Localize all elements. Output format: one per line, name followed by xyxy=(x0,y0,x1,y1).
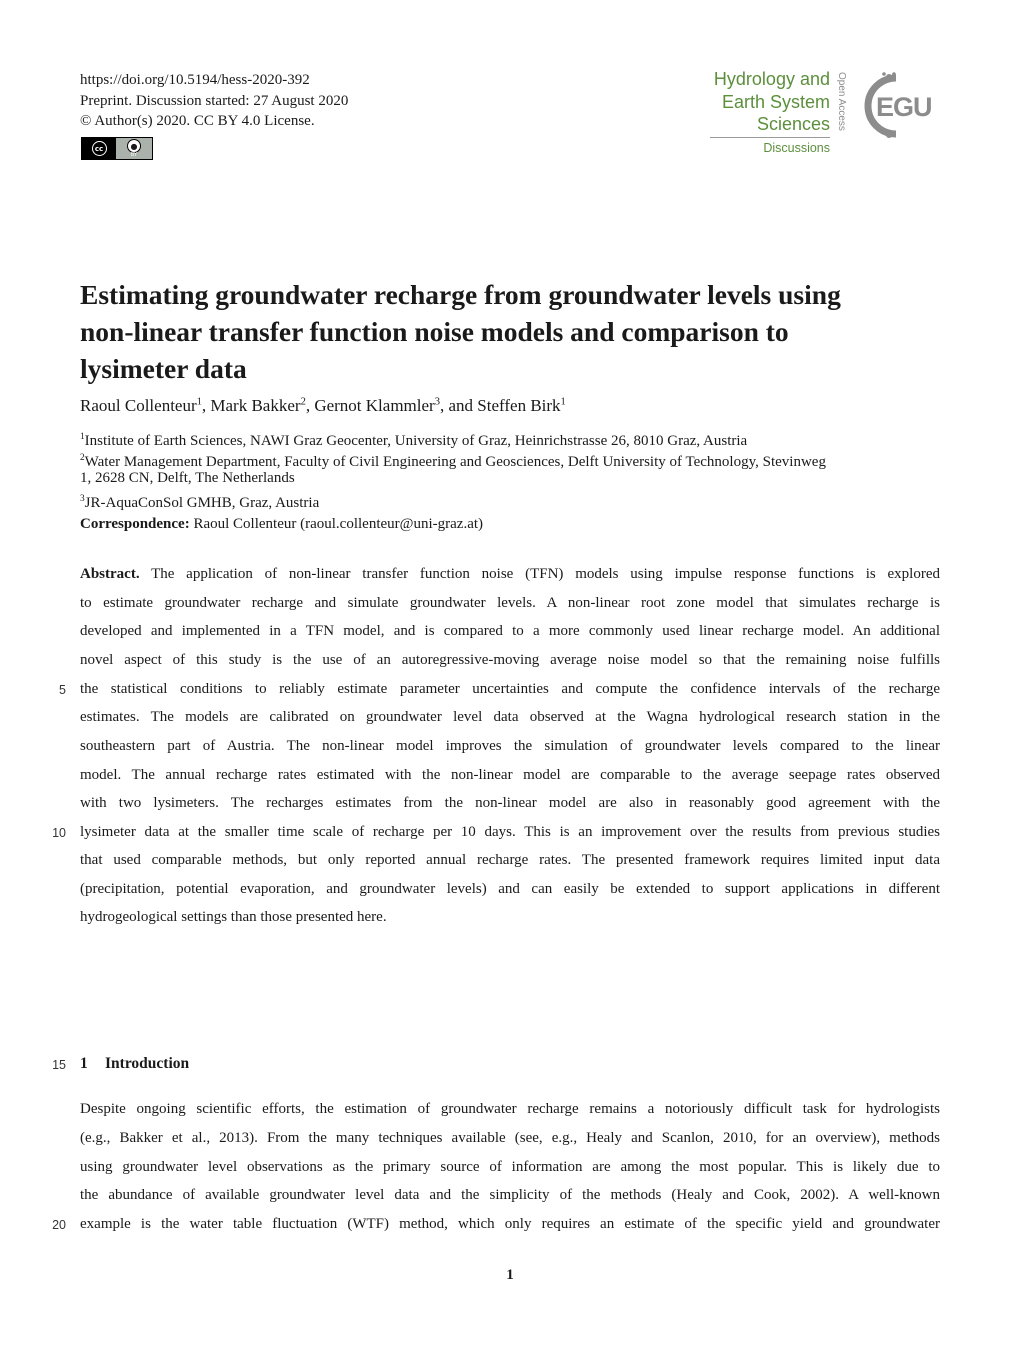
correspondence-contact[interactable]: Raoul Collenteur (raoul.collenteur@uni-graz.at) xyxy=(189,516,484,532)
author-name: , and Steffen Birk xyxy=(439,396,561,415)
affiliation-2-continued: 1, 2628 CN, Delft, The Netherlands xyxy=(80,470,295,486)
person-icon: ● xyxy=(127,139,141,153)
abstract-line: (precipitation, potential evaporation, and groundwater levels) and can easily be extended to support applications in different xyxy=(80,881,940,897)
abstract-line: novel aspect of this study is the use of an autoregressive-moving average noise model so that the remaining noise fulfills xyxy=(80,652,940,668)
intro-line: the abundance of available groundwater level data and the simplicity of the methods (Healy and Cook, 2002). A well-known xyxy=(80,1187,940,1203)
intro-line: example is the water table fluctuation (WTF) method, which only requires an estimate of the specific yield and groundwater xyxy=(80,1216,940,1232)
svg-text:Open Access: Open Access xyxy=(836,72,847,131)
abstract-line: the statistical conditions to reliably estimate parameter uncertainties and compute the confidence intervals of the recharge xyxy=(80,681,940,697)
correspondence xyxy=(80,516,483,533)
cc-icon: cc xyxy=(82,138,116,159)
svg-text:EGU: EGU xyxy=(876,92,932,122)
abstract-line: model. The annual recharge rates estimated with the non-linear model are comparable to the average seepage rates observed xyxy=(80,767,940,783)
journal-discussions-label: Discussions xyxy=(763,141,830,155)
author-name: , Mark Bakker xyxy=(201,396,301,415)
title-line: lysimeter data xyxy=(80,353,247,384)
title-line: non-linear transfer function noise models and comparison to xyxy=(80,316,789,347)
intro-line: (e.g., Bakker et al., 2013). From the many techniques available (see, e.g., Healy and Scanlon, 2010, for an overview), methods xyxy=(80,1130,940,1146)
section-number: 1 xyxy=(80,1055,88,1072)
title-line: Estimating groundwater recharge from groundwater levels using xyxy=(80,279,841,310)
abstract-line: lysimeter data at the smaller time scale of recharge per 10 days. This is an improvement over the results from previous studies xyxy=(80,824,940,840)
abstract-line: that used comparable methods, but only reported annual recharge rates. The presented framework requires limited input data xyxy=(80,852,940,868)
egu-logo xyxy=(856,72,942,140)
affiliation-marker: 1 xyxy=(196,396,202,408)
journal-line-3: Sciences xyxy=(756,114,830,134)
abstract-line: developed and implemented in a TFN model, and is compared to a more commonly used linear recharge model. An additional xyxy=(80,623,940,639)
line-number: 20 xyxy=(52,1218,66,1232)
line-number: 10 xyxy=(52,826,66,840)
preprint-metadata xyxy=(80,70,348,132)
correspondence-label: Correspondence: xyxy=(80,516,190,532)
journal-line-2: Earth System xyxy=(721,91,830,112)
intro-line: using groundwater level observations as the primary source of information are among the most popular. This is likely due to xyxy=(80,1159,940,1175)
affiliation-2: $^2$Water Management Department, Faculty of Civil Engineering and Geosciences, Delft University of Technology, Stevinweg xyxy=(80,453,826,470)
abstract-line: Abstract. The application of non-linear transfer function noise (TFN) models using impulse response functions is explored xyxy=(80,566,940,582)
author-name: Raoul Collenteur xyxy=(80,396,197,415)
abstract-line: to estimate groundwater recharge and simulate groundwater levels. A non-linear root zone model that simulates recharge is xyxy=(80,595,940,611)
line-number: 5 xyxy=(59,683,66,697)
abstract-line: estimates. The models are calibrated on groundwater level data observed at the Wagna hydrological research station in the xyxy=(80,709,940,725)
page-number: 1 xyxy=(506,1267,514,1283)
affiliation-marker: 2 xyxy=(300,396,306,408)
line-number: 15 xyxy=(52,1058,66,1072)
affiliation-marker: 1 xyxy=(560,396,566,408)
paper-title xyxy=(80,276,950,387)
intro-line: Despite ongoing scientific efforts, the estimation of groundwater recharge remains a notoriously difficult task for hydrologists xyxy=(80,1101,940,1117)
abstract-line: southeastern part of Austria. The non-linear model improves the simulation of groundwater levels compared to the linear xyxy=(80,738,940,754)
affiliation-1: $^1$Institute of Earth Sciences, NAWI Graz Geocenter, University of Graz, Heinrichstrasse 26, 8010 Graz, Austria xyxy=(80,432,748,449)
abstract-line: with two lysimeters. The recharges estimates from the non-linear model are also in reasonably good agreement with the xyxy=(80,795,940,811)
open-access-label xyxy=(835,70,853,140)
abstract-label: Abstract. xyxy=(80,566,140,582)
affiliation-marker: 3 xyxy=(434,396,440,408)
preprint-date: Preprint. Discussion started: 27 August 2020 xyxy=(80,92,349,109)
section-heading xyxy=(80,1055,189,1073)
author-name: , Gernot Klammler xyxy=(305,396,435,415)
abstract-line: hydrogeological settings than those presented here. xyxy=(80,909,387,925)
journal-divider xyxy=(710,137,830,138)
doi-link[interactable]: https://doi.org/10.5194/hess-2020-392 xyxy=(80,72,310,88)
author-list xyxy=(80,396,566,416)
section-title: Introduction xyxy=(105,1055,190,1072)
journal-line-1: Hydrology and xyxy=(713,69,830,89)
affiliation-3: $^3$JR-AquaConSol GMHB, Graz, Austria xyxy=(80,494,320,511)
copyright-notice: © Author(s) 2020. CC BY 4.0 License. xyxy=(80,113,315,129)
cc-by-license-badge[interactable]: cc ● BY xyxy=(81,137,153,160)
journal-name xyxy=(714,68,830,136)
